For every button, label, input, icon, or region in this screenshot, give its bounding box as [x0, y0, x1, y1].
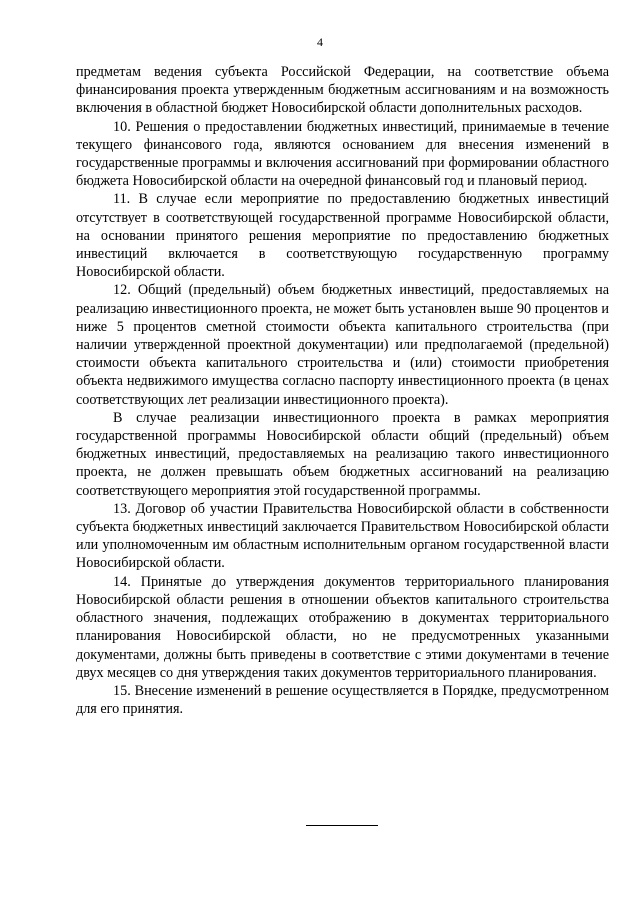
- page-number: 4: [317, 35, 323, 49]
- paragraph-11: 11. В случае если мероприятие по предоставлению бюджетных инвестиций отсутствует в соответствующей государственной программе Новосибирской области, на основании принятого решения мероприятие по предоставлению бюджетных инвестиций включается в соответствующую государственную программу Новосибирской области.: [76, 191, 609, 281]
- paragraph-13: 13. Договор об участии Правительства Новосибирской области в собственности субъекта бюджетных инвестиций заключается Правительством Новосибирской области или уполномоченным им областным исполнительным органом государственной власти Новосибирской области.: [76, 500, 609, 572]
- paragraph-15: 15. Внесение изменений в решение осуществляется в Порядке, предусмотренном для его принятия.: [76, 682, 609, 718]
- paragraph-12: 12. Общий (предельный) объем бюджетных инвестиций, предоставляемых на реализацию инвестиционного проекта, не может быть установлен выше 90 процентов и ниже 5 процентов сметной стоимости объекта капитального строительства (при наличии утвержденной проектной документации) или предполагаемой (предельной) стоимости объекта капитального строительства и (или) стоимости приобретения объекта недвижимого имущества согласно паспорту инвестиционного проекта (в ценах соответствующих лет реализации инвестиционного проекта).: [76, 282, 609, 408]
- document-body: [76, 63, 609, 718]
- paragraph-12-part-2: В случае реализации инвестиционного проекта в рамках мероприятия государственной программы Новосибирской области общий (предельный) объем бюджетных инвестиций, предоставляемых на реализацию такого инвестиционного проекта, не должен превышать объем бюджетных ассигнований на реализацию соответствующего мероприятия этой государственной программы.: [76, 409, 609, 499]
- paragraph-continuation: предметам ведения субъекта Российской Федерации, на соответствие объема финансирования проекта утвержденным бюджетным ассигнованиям и на возможность включения в областной бюджет Новосибирской области дополнительных расходов.: [76, 64, 609, 117]
- paragraph-10: 10. Решения о предоставлении бюджетных инвестиций, принимаемые в течение текущего финансового года, являются основанием для внесения изменений в государственные программы и включения ассигнований при формировании областного бюджета Новосибирской области на очередной финансовый год и плановый период.: [76, 118, 609, 190]
- paragraph-14: 14. Принятые до утверждения документов территориального планирования Новосибирской области решения в отношении объектов капитального строительства областного значения, подлежащих отображению в документах территориального планирования Новосибирской области, но не предусмотренных указанными документами, должны быть приведены в соответствие с этими документами в течение двух месяцев со дня утверждения таких документов территориального планирования.: [76, 573, 609, 681]
- end-of-document-rule: [306, 825, 378, 826]
